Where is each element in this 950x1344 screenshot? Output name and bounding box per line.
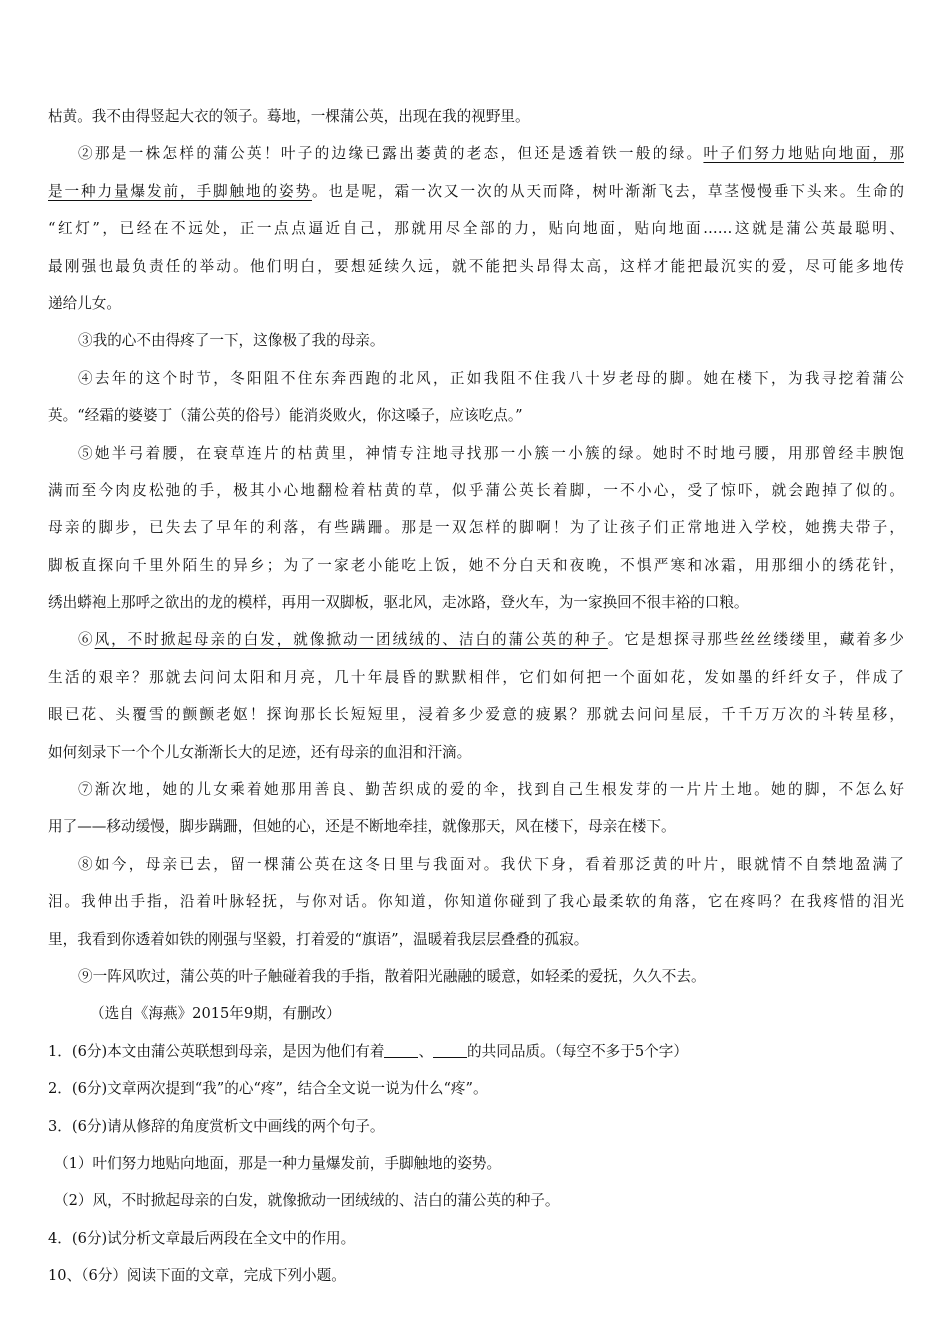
question-3-item-2: （2）风，不时掀起母亲的白发，就像掀动一团绒绒的、洁白的蒲公英的种子。 xyxy=(54,1192,560,1210)
question-2: 2．(6分)文章两次提到“我”的心“疼”，结合全文说一说为什么“疼”。 xyxy=(48,1080,488,1098)
paragraph-5-line: 满而至今肉皮松弛的手，极其小心地翻检着枯黄的草，似乎蒲公英长着脚，一不小心，受了惊吓，就会跑掉了似的。 xyxy=(48,481,904,499)
paragraph-2-line: 最刚强也最负责任的举动。他们明白，要想延续久远，就不能把头昂得太高，这样才能把最沉实的爱，尽可能多地传 xyxy=(48,257,904,275)
paragraph-number: ⑨ xyxy=(78,967,93,985)
paragraph-9-line: ⑨一阵风吹过，蒲公英的叶子触碰着我的手指，散着阳光融融的暖意，如轻柔的爱抚，久久不去。 xyxy=(78,967,706,985)
question-10: 10、（6分）阅读下面的文章，完成下列小题。 xyxy=(48,1267,346,1285)
question-3-item-1: （1）叶们努力地贴向地面，那是一种力量爆发前，手脚触地的姿势。 xyxy=(54,1154,502,1172)
paragraph-5-line: 绣出蟒袍上那呼之欲出的龙的模样，再用一双脚板，驱北风，走冰路，登火车，为一家换回不很丰裕的口粮。 xyxy=(48,594,749,612)
paragraph-5-line: 母亲的脚步，已失去了早年的利落，有些蹒跚。那是一双怎样的脚啊！为了让孩子们正常地进入学校，她携夫带子， xyxy=(48,519,904,537)
paragraph-2-line: “红灯”，已经在不远处，正一点点逼近自己，那就用尽全部的力，贴向地面，贴向地面……这就是蒲公英最聪明、 xyxy=(48,220,904,238)
paragraph-number: ② xyxy=(78,145,95,163)
paragraph-7-line: 用了——移动缓慢，脚步蹒跚，但她的心，还是不断地牵挂，就像那天，风在楼下，母亲在楼下。 xyxy=(48,818,676,836)
paragraph-number: ③ xyxy=(78,332,93,350)
paragraph-8-line: 泪。我伸出手指，沿着叶脉轻抚，与你对话。你知道，你知道你碰到了我心最柔软的角落，它在疼吗？在我疼惜的泪光 xyxy=(48,893,904,911)
paragraph-6-line: 生活的艰辛？那就去问问太阳和月亮，几十年晨昏的默默相伴，它们如何把一个面如花，发如墨的纤纤女子，伴成了 xyxy=(48,668,904,686)
paragraph-2-line: 是一种力量爆发前，手脚触地的姿势。也是呢，霜一次又一次的从天而降，树叶渐渐飞去，草茎慢慢垂下头来。生命的 xyxy=(48,182,904,200)
paragraph-6-line: ⑥风，不时掀起母亲的白发，就像掀动一团绒绒的、洁白的蒲公英的种子。它是想探寻那些丝丝缕缕里，藏着多少 xyxy=(78,631,904,649)
source-citation: （选自《海燕》2015年9期，有删改） xyxy=(90,1005,341,1023)
paragraph-number: ⑥ xyxy=(78,631,95,649)
answer-blank-1[interactable] xyxy=(384,1043,418,1058)
question-1: 1．(6分)本文由蒲公英联想到母亲，是因为他们有着 、 的共同品质。（每空不多于5个字） xyxy=(48,1042,688,1060)
answer-blank-2[interactable] xyxy=(433,1043,467,1058)
paragraph-4-line: ④去年的这个时节，冬阳阻不住东奔西跑的北风，正如我阻不住我八十岁老母的脚。她在楼下，为我寻挖着蒲公 xyxy=(78,369,904,387)
paragraph-2-line: ②那是一株怎样的蒲公英！叶子的边缘已露出萎黄的老态，但还是透着铁一般的绿。叶子们努力地贴向地面，那 xyxy=(78,145,904,163)
paragraph-number: ④ xyxy=(78,369,95,387)
paragraph-number: ⑦ xyxy=(78,781,95,799)
paragraph-5-line: ⑤她半弓着腰，在衰草连片的枯黄里，神情专注地寻找那一小簇一小簇的绿。她时不时地弓腰，用那曾经丰腴饱 xyxy=(78,444,904,462)
paragraph-5-line: 脚板直探向千里外陌生的异乡；为了一家老小能吃上饭，她不分白天和夜晚，不惧严寒和冰霜，用那细小的绣花针， xyxy=(48,556,904,574)
underlined-sentence-1: 叶子们努力地贴向地面，那 xyxy=(703,145,904,163)
paragraph-4-line: 英。“经霜的婆婆丁（蒲公英的俗号）能消炎败火，你这嗓子，应该吃点。” xyxy=(48,407,523,425)
underlined-sentence-2: 风，不时掀起母亲的白发，就像掀动一团绒绒的、洁白的蒲公英的种子 xyxy=(94,631,608,649)
document-content xyxy=(48,98,904,1295)
paragraph-number: ⑤ xyxy=(78,444,95,462)
question-3: 3．(6分)请从修辞的角度赏析文中画线的两个句子。 xyxy=(48,1117,385,1135)
question-4: 4．(6分)试分析文章最后两段在全文中的作用。 xyxy=(48,1229,356,1247)
paragraph-7-line: ⑦渐次地，她的儿女乘着她那用善良、勤苦织成的爱的伞，找到自己生根发芽的一片片土地。她的脚，不怎么好 xyxy=(78,781,904,799)
paragraph-number: ⑧ xyxy=(78,855,95,873)
paragraph-2-line: 递给儿女。 xyxy=(48,294,121,312)
paragraph-3-line: ③我的心不由得疼了一下，这像极了我的母亲。 xyxy=(78,332,385,350)
underlined-sentence-1: 是一种力量爆发前，手脚触地的姿势 xyxy=(48,182,312,200)
paragraph-6-line: 如何刻录下一个个儿女渐渐长大的足迹，还有母亲的血泪和汗滴。 xyxy=(48,743,472,761)
paragraph-6-line: 眼已花、头覆雪的颤颤老妪！探询那长长短短里，浸着多少爱意的疲累？那就去问问星辰，千千万万次的斗转星移， xyxy=(48,706,904,724)
paragraph-8-line: ⑧如今，母亲已去，留一棵蒲公英在这冬日里与我面对。我伏下身，看着那泛黄的叶片，眼就情不自禁地盈满了 xyxy=(78,855,904,873)
paragraph-1-line: 枯黄。我不由得竖起大衣的领子。蓦地，一棵蒲公英，出现在我的视野里。 xyxy=(48,108,530,125)
paragraph-8-line: 里，我看到你透着如铁的刚强与坚毅，打着爱的“旗语”，温暖着我层层叠叠的孤寂。 xyxy=(48,930,589,948)
